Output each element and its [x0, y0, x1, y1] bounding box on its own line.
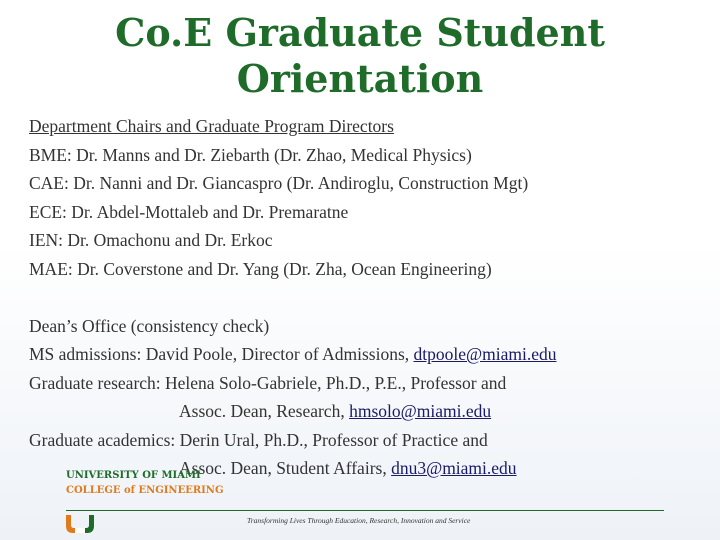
dept-line-bme: BME: Dr. Manns and Dr. Ziebarth (Dr. Zhao, Medical Physics)	[29, 144, 472, 165]
footer-tagline: Transforming Lives Through Education, Research, Innovation and Service	[247, 516, 471, 525]
graduate-research-text: Assoc. Dean, Research,	[179, 401, 350, 421]
dept-line-ece: ECE: Dr. Abdel-Mottaleb and Dr. Premaratne	[29, 201, 349, 222]
slide-body	[29, 112, 709, 483]
college-name: COLLEGE of ENGINEERING	[66, 485, 224, 496]
university-name: UNIVERSITY OF MIAMI	[66, 470, 201, 481]
graduate-academics-line-1: Graduate academics: Derin Ural, Ph.D., Professor of Practice and	[29, 429, 488, 450]
spacer	[29, 283, 709, 312]
dept-line-mae: MAE: Dr. Coverstone and Dr. Yang (Dr. Zha, Ocean Engineering)	[29, 258, 492, 279]
graduate-research-email-link[interactable]: hmsolo@miami.edu	[349, 401, 492, 421]
dept-line-cae: CAE: Dr. Nanni and Dr. Giancaspro (Dr. Andiroglu, Construction Mgt)	[29, 173, 529, 193]
title-line-1: Co.E Graduate Student	[115, 10, 605, 55]
ms-admissions-email-link[interactable]: dtpoole@miami.edu	[413, 344, 557, 364]
slide-title	[0, 10, 720, 102]
university-logo-text	[66, 470, 224, 497]
dept-line-ien: IEN: Dr. Omachonu and Dr. Erkoc	[29, 230, 273, 250]
section-heading-chairs: Department Chairs and Graduate Program Directors	[29, 116, 394, 136]
university-u-logo-icon	[66, 513, 94, 533]
graduate-research-line-2	[29, 397, 709, 426]
section-heading-deans-office: Dean’s Office (consistency check)	[29, 315, 270, 336]
ms-admissions-text: MS admissions: David Poole, Director of Admissions,	[29, 344, 414, 364]
graduate-academics-text: Assoc. Dean, Student Affairs,	[179, 458, 392, 478]
title-line-2: Orientation	[236, 56, 484, 101]
graduate-academics-email-link[interactable]: dnu3@miami.edu	[391, 458, 517, 478]
graduate-research-line-1: Graduate research: Helena Solo-Gabriele, Ph.D., P.E., Professor and	[29, 372, 507, 393]
ms-admissions-line	[29, 340, 709, 369]
footer-divider	[66, 510, 664, 511]
